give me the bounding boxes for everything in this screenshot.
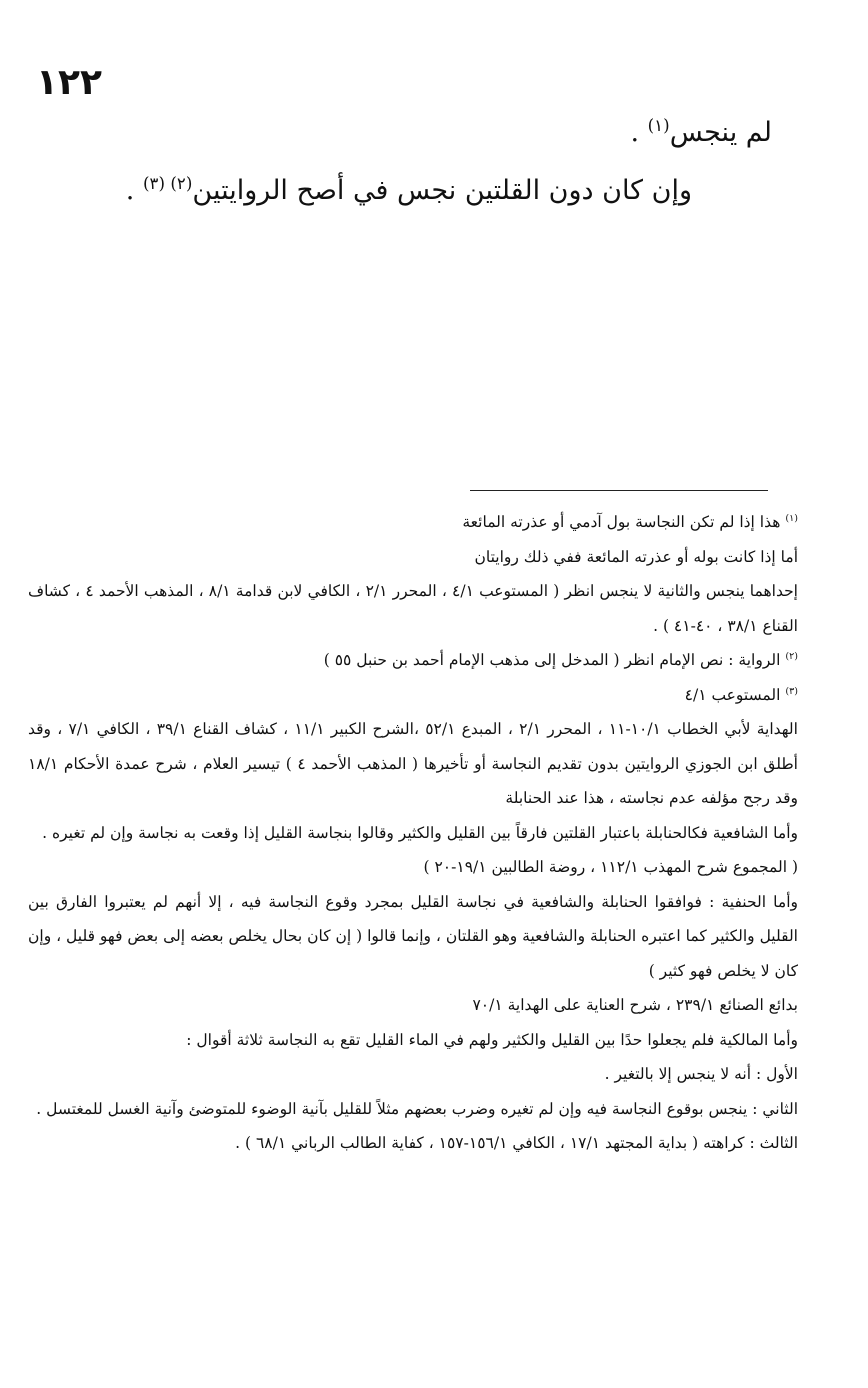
footnote-paragraph (28, 988, 798, 1023)
footnote-paragraph (28, 643, 798, 678)
footnote-paragraph (28, 1092, 798, 1127)
footnote-text: وأما المالكية فلم يجعلوا حدًا بين القليل والكثير ولهم في الماء القليل تقع به النجاسة ثلاثة أقوال : (186, 1030, 798, 1049)
footnote-text: وأما الحنفية : فوافقوا الحنابلة والشافعية في نجاسة القليل بمجرد وقوع النجاسة فيه ، إلا أنهم لم يعتبروا الفارق بين القليل والكثير كما اعتبره الحنابلة والشافعية وهو القلتان ، وإنما قالوا ( إن كان بحال يخلص بعضه إلى بعض فهو قليل ، وإن كان لا يخلص فهو كثير ) (28, 892, 798, 980)
footnote-divider (470, 490, 768, 491)
footnote-text: بدائع الصنائع ٢٣٩/١ ، شرح العناية على الهداية ٧٠/١ (472, 996, 798, 1014)
footnote-text: وأما الشافعية فكالحنابلة باعتبار القلتين فارقاً بين القليل والكثير وقالوا بنجاسة القليل إذا وقعت به نجاسة وإن لم تغيره . (42, 823, 798, 842)
footnote-paragraph (28, 816, 798, 851)
footnote-paragraph (28, 850, 798, 885)
footnote-text: المستوعب ٤/١ (684, 685, 786, 704)
main-text-line-1-tail: . (630, 117, 648, 148)
footnote-ref-2-3: (٢) (٣) (142, 173, 193, 193)
footnote-paragraph (28, 1126, 798, 1161)
footnote-paragraph (28, 1023, 798, 1058)
footnote-paragraph (28, 1057, 798, 1092)
page-number: ١٢٢ (36, 62, 102, 103)
footnote-ref-1: (١) (647, 115, 670, 135)
footnote-text: ( المجموع شرح المهذب ١١٢/١ ، روضة الطالبين ١٩/١-٢٠ ) (423, 858, 798, 876)
footnote-paragraph (28, 540, 798, 575)
footnote-paragraph (28, 574, 798, 643)
main-text-line-2-tail: . (125, 175, 143, 206)
main-text-line-1 (112, 104, 772, 162)
footnote-text: الهداية لأبي الخطاب ١٠/١-١١ ، المحرر ٢/١ ، المبدع ٥٢/١ ،الشرح الكبير ١١/١ ، كشاف القناع ٣٩/١ ، الكافي ٧/١ ، وقد أطلق ابن الجوزي الروايتين بدون تقديم النجاسة أو تأخيرها ( المذهب الأحمد ٤ ) تيسير العلام ، شرح عمدة الأحكام ١٨/١ وقد رجح مؤلفه عدم نجاسته ، هذا عند الحنابلة (28, 720, 798, 807)
footnote-marker: (١) (785, 512, 798, 524)
footnote-paragraph (28, 505, 798, 540)
footnote-paragraph (28, 678, 798, 713)
footnote-paragraph (28, 885, 798, 989)
footnote-marker: (٣) (785, 685, 798, 697)
footnote-text: هذا إذا لم تكن النجاسة بول آدمي أو عذرته المائعة (462, 513, 786, 531)
main-text-line-1-body: لم ينجس (669, 117, 772, 148)
footnote-text: الثاني : ينجس بوقوع النجاسة فيه وإن لم تغيره وضرب بعضهم مثلاً للقليل بآنية الوضوء للمتوضئ وآنية الغسل للمغتسل . (36, 1099, 798, 1118)
footnote-paragraph (28, 712, 798, 816)
footnote-text: الأول : أنه لا ينجس إلا بالتغير . (604, 1065, 798, 1083)
footnote-text: أما إذا كانت بوله أو عذرته المائعة ففي ذلك روايتان (474, 547, 798, 566)
footnote-text: الثالث : كراهته ( بداية المجتهد ١٧/١ ، الكافي ١٥٦/١-١٥٧ ، كفاية الطالب الرباني ٦٨/١ ) . (235, 1134, 798, 1152)
footnotes (28, 505, 798, 1161)
main-text-line-2 (112, 162, 772, 220)
footnote-text: الرواية : نص الإمام انظر ( المدخل إلى مذهب الإمام أحمد بن حنبل ٥٥ ) (323, 651, 786, 669)
footnote-text: إحداهما ينجس والثانية لا ينجس انظر ( المستوعب ٤/١ ، المحرر ٢/١ ، الكافي لابن قدامة ٨/١ ، المذهب الأحمد ٤ ، كشاف القناع ٣٨/١ ، ٤٠-٤١ ) . (28, 582, 798, 635)
footnote-marker: (٢) (785, 650, 798, 662)
main-text (112, 104, 772, 220)
main-text-line-2-body: وإن كان دون القلتين نجس في أصح الروايتين (192, 175, 692, 206)
